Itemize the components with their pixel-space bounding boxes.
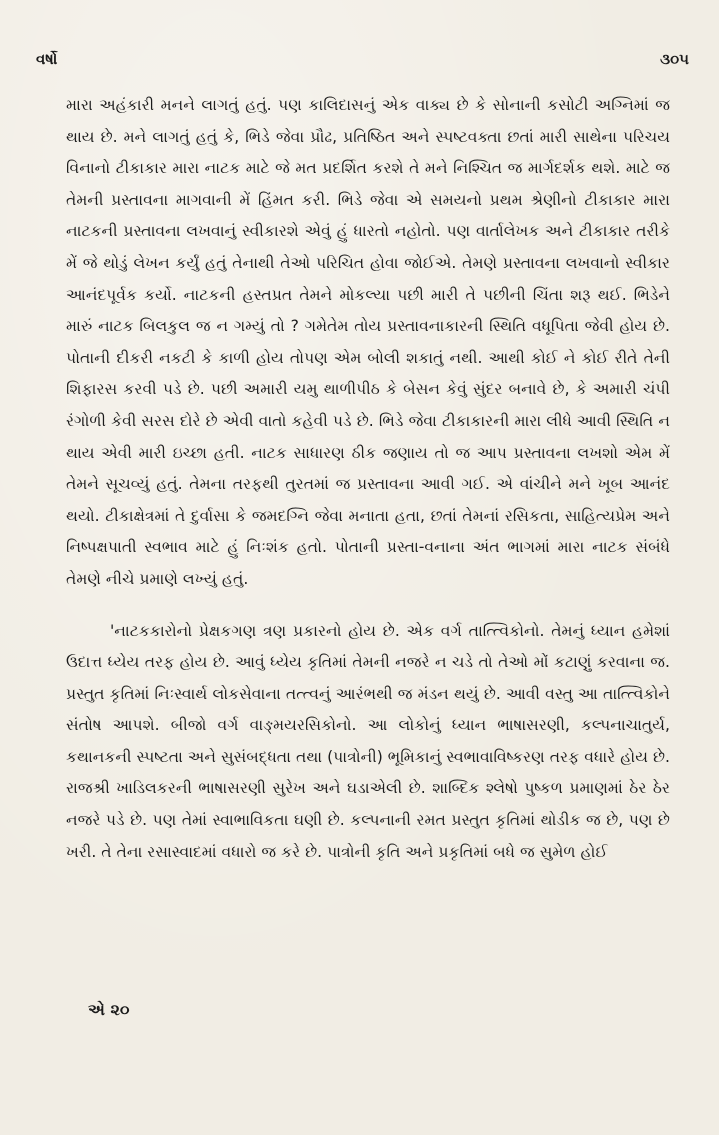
paragraph-1: મારા અહંકારી મનને લાગતું હતું. પણ કાલિદાસનું એક વાક્ય છે કે સોનાની કસોટી અગ્નિમાં જ થાય છે. મને લાગતું હતું કે, ભિડે જેવા પ્રૌઢ, પ્રતિષ્ઠિત અને સ્પષ્ટવક્તા છતાં મારી સાથેના પરિચય વિનાનો ટીકાકાર મારા નાટક માટે જે મત પ્રદર્શિત કરશે તે મને નિશ્ચિત જ માર્ગદર્શક થશે. માટે જ તેમની પ્રસ્તાવના માગવાની મેં હિંમત કરી. ભિડે જેવા એ સમયનો પ્રથમ શ્રેણીનો ટીકાકાર મારા નાટકની પ્રસ્તાવના લખવાનું સ્વીકારશે એવું હું ધારતો નહોતો. પણ વાર્તાલેખક અને ટીકાકાર તરીકે મેં જે થોડું લેખન કર્યું હતું તેનાથી તેઓ પરિચિત હોવા જોઈએ. તેમણે પ્રસ્તાવના લખવાનો સ્વીકાર આનંદપૂર્વક કર્યો. નાટકની હસ્તપ્રત તેમને મોકલ્યા પછી મારી તે પછીની ચિંતા શરૂ થઈ. ભિડેને મારું નાટક બિલકુલ જ ન ગમ્યું તો ? ગમેતેમ તોય પ્રસ્તાવનાકારની સ્થિતિ વધૂપિતા જેવી હોય છે. પોતાની દીકરી નકટી કે કાળી હોય તોપણ એમ બોલી શકાતું નથી. આથી કોઈ ને કોઈ રીતે તેની શિફારસ કરવી પડે છે. પછી અમારી યમુ થાળીપીઠ કે બેસન કેવું સુંદર બનાવે છે, કે અમારી ચંપી રંગોળી કેવી સરસ દોરે છે એવી વાતો કહેવી પડે છે. ભિડે જેવા ટીકાકારની મારા લીધે આવી સ્થિતિ ન થાય એવી મારી ઇચ્છા હતી. નાટક સાધારણ ઠીક જણાય તો જ આપ પ્રસ્તાવના લખશો એમ મેં તેમને સૂચવ્યું હતું. તેમના તરફથી તુરતમાં જ પ્રસ્તાવના આવી ગઈ. એ વાંચીને મને ખૂબ આનંદ થયો. ટીકાક્ષેત્રમાં તે દુર્વાસા કે જમદગ્નિ જેવા મનાતા હતા, છતાં તેમનાં રસિકતા, સાહિત્યપ્રેમ અને નિષ્પક્ષપાતી સ્વભાવ માટે હું નિઃશંક હતો. પોતાની પ્રસ્તા-વનાના અંત ભાગમાં મારા નાટક સંબંધે તેમણે નીચે પ્રમાણે લખ્યું હતું. xyxy=(66,96,670,588)
paragraph-2-quote: 'નાટકકારોનો પ્રેક્ષકગણ ત્રણ પ્રકારનો હોય છે. એક વર્ગ તાત્ત્વિકોનો. તેમનું ધ્યાન હમેશાં ઉદાત્ત ધ્યેય તરફ હોય છે. આવું ધ્યેય કૃતિમાં તેમની નજરે ન ચડે તો તેઓ મોં કટાણું કરવાના જ. પ્રસ્તુત કૃતિમાં નિઃસ્વાર્થ લોકસેવાના તત્ત્વનું આરંભથી જ મંડન થયું છે. આવી વસ્તુ આ તાત્ત્વિકોને સંતોષ આપશે. બીજો વર્ગ વાઙ્મયરસિકોનો. આ લોકોનું ધ્યાન ભાષાસરણી, કલ્પનાચાતુર્ય, કથાનકની સ્પષ્ટતા અને સુસંબદ્ધતા તથા (પાત્રોની) ભૂમિકાનું સ્વભાવાવિષ્કરણ તરફ વધારે હોય છે. રાજશ્રી ખાડિલકરની ભાષાસરણી સુરેખ અને ઘડાએલી છે. શાબ્દિક શ્લેષો પુષ્કળ પ્રમાણમાં ઠેર ઠેર નજરે પડે છે. પણ તેમાં સ્વાભાવિકતા ઘણી છે. કલ્પનાની રમત પ્રસ્તુત કૃતિમાં થોડીક જ છે, પણ છે ખરી. તે તેના રસાસ્વાદમાં વધારો જ કરે છે. પાત્રોની કૃતિ અને પ્રકૃતિમાં બધે જ સુમેળ હોઈ xyxy=(66,621,670,861)
body-text xyxy=(66,90,670,868)
page-header xyxy=(36,50,689,78)
running-head: વર્ષો xyxy=(36,50,58,68)
signature-mark: એ ૨૦ xyxy=(88,1000,130,1019)
page-number: ૩૦૫ xyxy=(660,50,689,68)
